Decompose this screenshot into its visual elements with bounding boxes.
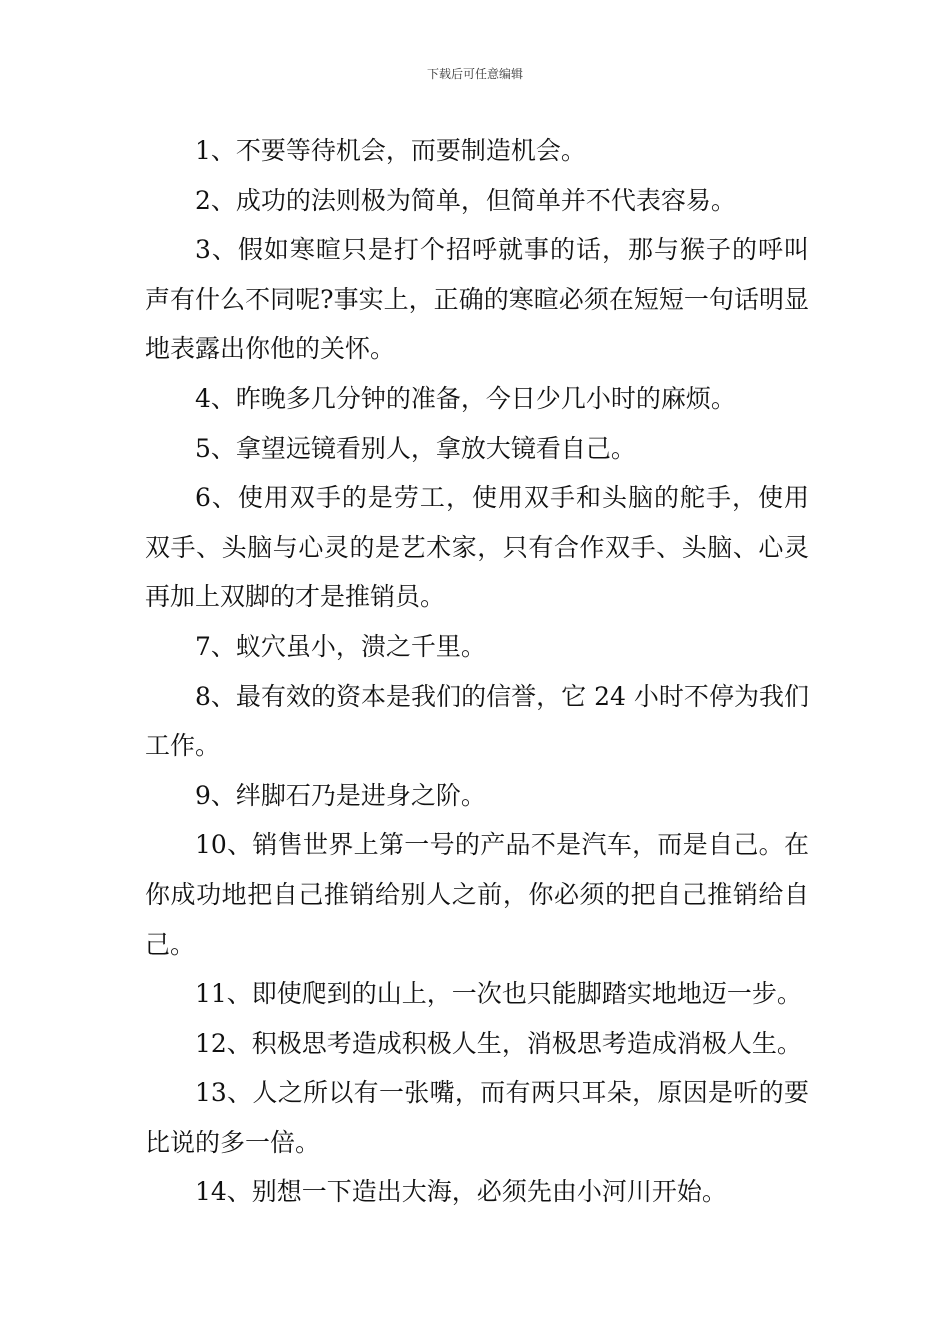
paragraph-2: 2、成功的法则极为简单，但简单并不代表容易。 [195,185,736,215]
paragraph-6: 6、使用双手的是劳工，使用双手和头脑的舵手，使用双手、头脑与心灵的是艺术家，只有合作双手、头脑、心灵再加上双脚的才是推销员。 [145,483,809,612]
paragraph-3: 3、假如寒暄只是打个招呼就事的话，那与猴子的呼叫声有什么不同呢?事实上，正确的寒暄必须在短短一句话明显地表露出你他的关怀。 [145,235,809,364]
paragraph-10: 10、销售世界上第一号的产品不是汽车，而是自己。在你成功地把自己推销给别人之前，你必须的把自己推销给自己。 [145,830,809,959]
paragraph-9: 9、绊脚石乃是进身之阶。 [195,780,486,810]
paragraph-8: 8、最有效的资本是我们的信誉，它 24 小时不停为我们工作。 [145,681,809,761]
paragraph-4: 4、昨晚多几分钟的准备，今日少几小时的麻烦。 [195,383,736,413]
paragraph-7: 7、蚁穴虽小，溃之千里。 [195,631,486,661]
paragraph-11: 11、即使爬到的山上，一次也只能脚踏实地地迈一步。 [195,979,802,1009]
paragraph-12: 12、积极思考造成积极人生，消极思考造成消极人生。 [195,1028,802,1058]
paragraph-5: 5、拿望远镜看别人，拿放大镜看自己。 [195,433,636,463]
paragraph-13: 13、人之所以有一张嘴，而有两只耳朵，原因是听的要比说的多一倍。 [145,1078,809,1157]
paragraph-14: 14、别想一下造出大海，必须先由小河川开始。 [195,1177,727,1207]
paragraph-1: 1、不要等待机会，而要制造机会。 [195,136,586,165]
document-body [145,126,809,1217]
page-header: 下载后可任意编辑 [426,67,523,81]
